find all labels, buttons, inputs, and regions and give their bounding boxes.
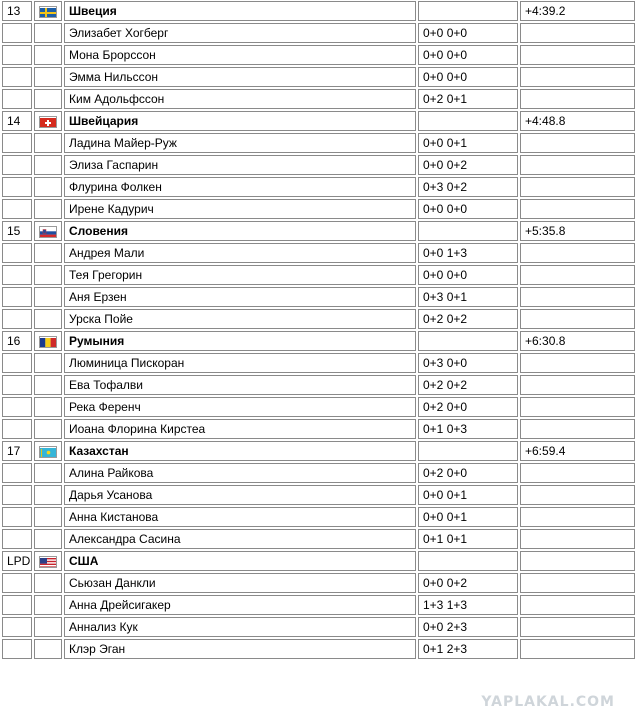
athlete-name: Алина Райкова: [64, 463, 416, 483]
athlete-time: [520, 67, 635, 87]
athlete-flag: [34, 155, 62, 175]
athlete-name: Александра Сасина: [64, 529, 416, 549]
team-row: [2, 331, 635, 351]
athlete-flag: [34, 353, 62, 373]
team-time: +4:39.2: [520, 1, 635, 21]
athlete-rank: [2, 265, 32, 285]
team-row: [2, 441, 635, 461]
athlete-name: Анна Дрейсигакер: [64, 595, 416, 615]
athlete-row: [2, 397, 635, 417]
watermark: YAPLAKAL.COM: [481, 694, 615, 710]
athlete-name: Флурина Фолкен: [64, 177, 416, 197]
athlete-shooting: 0+2 0+0: [418, 463, 518, 483]
athlete-name: Река Ференч: [64, 397, 416, 417]
athlete-time: [520, 309, 635, 329]
athlete-row: [2, 375, 635, 395]
athlete-time: [520, 463, 635, 483]
flag-switzerland-icon: [39, 116, 57, 128]
athlete-shooting: 0+0 0+1: [418, 133, 518, 153]
athlete-rank: [2, 529, 32, 549]
athlete-flag: [34, 419, 62, 439]
team-time: +6:59.4: [520, 441, 635, 461]
team-flag: [34, 221, 62, 241]
athlete-row: [2, 617, 635, 637]
athlete-rank: [2, 199, 32, 219]
athlete-flag: [34, 639, 62, 659]
athlete-shooting: 0+0 0+0: [418, 265, 518, 285]
team-row: [2, 551, 635, 571]
athlete-row: [2, 45, 635, 65]
athlete-shooting: 0+3 0+1: [418, 287, 518, 307]
athlete-rank: [2, 463, 32, 483]
athlete-name: Мона Брорссон: [64, 45, 416, 65]
team-country: Казахстан: [64, 441, 416, 461]
team-rank: 15: [2, 221, 32, 241]
athlete-rank: [2, 485, 32, 505]
athlete-shooting: 0+0 0+2: [418, 573, 518, 593]
team-shooting: [418, 1, 518, 21]
athlete-rank: [2, 353, 32, 373]
athlete-row: [2, 155, 635, 175]
team-rank: 17: [2, 441, 32, 461]
athlete-rank: [2, 617, 32, 637]
athlete-shooting: 0+2 0+1: [418, 89, 518, 109]
athlete-rank: [2, 177, 32, 197]
athlete-row: [2, 353, 635, 373]
athlete-name: Анна Кистанова: [64, 507, 416, 527]
athlete-shooting: 0+0 0+2: [418, 155, 518, 175]
team-row: [2, 111, 635, 131]
athlete-shooting: 0+3 0+0: [418, 353, 518, 373]
athlete-row: [2, 419, 635, 439]
athlete-shooting: 0+1 2+3: [418, 639, 518, 659]
athlete-time: [520, 397, 635, 417]
team-row: [2, 221, 635, 241]
athlete-time: [520, 419, 635, 439]
athlete-row: [2, 265, 635, 285]
athlete-flag: [34, 397, 62, 417]
flag-usa-icon: [39, 556, 57, 568]
athlete-time: [520, 375, 635, 395]
athlete-rank: [2, 155, 32, 175]
athlete-row: [2, 177, 635, 197]
athlete-flag: [34, 67, 62, 87]
flag-romania-icon: [39, 336, 57, 348]
team-country: Швейцария: [64, 111, 416, 131]
team-country: Румыния: [64, 331, 416, 351]
athlete-row: [2, 23, 635, 43]
athlete-time: [520, 133, 635, 153]
athlete-time: [520, 287, 635, 307]
athlete-row: [2, 595, 635, 615]
team-shooting: [418, 111, 518, 131]
athlete-rank: [2, 397, 32, 417]
athlete-time: [520, 353, 635, 373]
athlete-name: Иоана Флорина Кирстеа: [64, 419, 416, 439]
team-country: Швеция: [64, 1, 416, 21]
team-row: [2, 1, 635, 21]
athlete-flag: [34, 573, 62, 593]
athlete-name: Ладина Майер-Руж: [64, 133, 416, 153]
team-shooting: [418, 331, 518, 351]
athlete-name: Элизабет Хогберг: [64, 23, 416, 43]
athlete-row: [2, 199, 635, 219]
flag-slovenia-icon: [39, 226, 57, 238]
athlete-rank: [2, 375, 32, 395]
athlete-shooting: 0+2 0+2: [418, 375, 518, 395]
athlete-name: Аня Ерзен: [64, 287, 416, 307]
athlete-name: Клэр Эган: [64, 639, 416, 659]
athlete-time: [520, 485, 635, 505]
flag-kazakhstan-icon: [39, 446, 57, 458]
athlete-row: [2, 573, 635, 593]
athlete-flag: [34, 463, 62, 483]
athlete-name: Тея Грегорин: [64, 265, 416, 285]
athlete-name: Аннализ Кук: [64, 617, 416, 637]
team-flag: [34, 441, 62, 461]
athlete-flag: [34, 89, 62, 109]
team-shooting: [418, 221, 518, 241]
team-country: США: [64, 551, 416, 571]
athlete-time: [520, 529, 635, 549]
athlete-time: [520, 177, 635, 197]
athlete-row: [2, 67, 635, 87]
team-rank: 13: [2, 1, 32, 21]
athlete-shooting: 0+2 0+0: [418, 397, 518, 417]
athlete-flag: [34, 595, 62, 615]
team-time: +5:35.8: [520, 221, 635, 241]
team-flag: [34, 1, 62, 21]
athlete-shooting: 0+0 0+1: [418, 485, 518, 505]
athlete-shooting: 0+1 0+3: [418, 419, 518, 439]
athlete-row: [2, 529, 635, 549]
athlete-flag: [34, 23, 62, 43]
team-flag: [34, 551, 62, 571]
team-flag: [34, 331, 62, 351]
athlete-rank: [2, 309, 32, 329]
athlete-shooting: 0+0 0+0: [418, 23, 518, 43]
athlete-row: [2, 463, 635, 483]
team-shooting: [418, 441, 518, 461]
athlete-rank: [2, 243, 32, 263]
athlete-time: [520, 617, 635, 637]
athlete-flag: [34, 45, 62, 65]
athlete-name: Ким Адольфссон: [64, 89, 416, 109]
athlete-flag: [34, 309, 62, 329]
athlete-row: [2, 485, 635, 505]
athlete-rank: [2, 23, 32, 43]
athlete-rank: [2, 89, 32, 109]
athlete-shooting: 0+0 0+1: [418, 507, 518, 527]
athlete-rank: [2, 639, 32, 659]
team-flag: [34, 111, 62, 131]
athlete-shooting: 0+0 0+0: [418, 199, 518, 219]
athlete-time: [520, 573, 635, 593]
athlete-name: Элиза Гаспарин: [64, 155, 416, 175]
athlete-time: [520, 155, 635, 175]
athlete-flag: [34, 243, 62, 263]
flag-sweden-icon: [39, 6, 57, 18]
athlete-shooting: 1+3 1+3: [418, 595, 518, 615]
athlete-shooting: 0+0 2+3: [418, 617, 518, 637]
athlete-time: [520, 265, 635, 285]
athlete-row: [2, 639, 635, 659]
athlete-row: [2, 507, 635, 527]
athlete-name: Дарья Усанова: [64, 485, 416, 505]
athlete-name: Андрея Мали: [64, 243, 416, 263]
athlete-time: [520, 23, 635, 43]
athlete-time: [520, 243, 635, 263]
athlete-name: Эмма Нильссон: [64, 67, 416, 87]
athlete-rank: [2, 133, 32, 153]
team-time: +4:48.8: [520, 111, 635, 131]
team-shooting: [418, 551, 518, 571]
team-rank: 14: [2, 111, 32, 131]
athlete-flag: [34, 485, 62, 505]
athlete-rank: [2, 595, 32, 615]
athlete-rank: [2, 507, 32, 527]
athlete-rank: [2, 45, 32, 65]
athlete-flag: [34, 375, 62, 395]
athlete-shooting: 0+1 0+1: [418, 529, 518, 549]
athlete-time: [520, 89, 635, 109]
athlete-time: [520, 639, 635, 659]
athlete-flag: [34, 133, 62, 153]
athlete-row: [2, 287, 635, 307]
athlete-name: Ева Тофалви: [64, 375, 416, 395]
team-rank: 16: [2, 331, 32, 351]
athlete-rank: [2, 67, 32, 87]
athlete-shooting: 0+0 0+0: [418, 67, 518, 87]
athlete-rank: [2, 573, 32, 593]
athlete-time: [520, 507, 635, 527]
athlete-time: [520, 199, 635, 219]
athlete-shooting: 0+3 0+2: [418, 177, 518, 197]
team-rank: LPD: [2, 551, 32, 571]
athlete-row: [2, 133, 635, 153]
athlete-row: [2, 243, 635, 263]
athlete-shooting: 0+0 1+3: [418, 243, 518, 263]
athlete-flag: [34, 507, 62, 527]
team-time: [520, 551, 635, 571]
athlete-row: [2, 89, 635, 109]
athlete-row: [2, 309, 635, 329]
athlete-flag: [34, 265, 62, 285]
athlete-time: [520, 595, 635, 615]
athlete-time: [520, 45, 635, 65]
athlete-name: Сьюзан Данкли: [64, 573, 416, 593]
athlete-name: Ирене Кадурич: [64, 199, 416, 219]
athlete-shooting: 0+2 0+2: [418, 309, 518, 329]
athlete-flag: [34, 177, 62, 197]
athlete-shooting: 0+0 0+0: [418, 45, 518, 65]
athlete-flag: [34, 287, 62, 307]
team-country: Словения: [64, 221, 416, 241]
team-time: +6:30.8: [520, 331, 635, 351]
athlete-flag: [34, 529, 62, 549]
athlete-rank: [2, 287, 32, 307]
athlete-flag: [34, 617, 62, 637]
athlete-name: Люминица Пискоран: [64, 353, 416, 373]
athlete-flag: [34, 199, 62, 219]
athlete-rank: [2, 419, 32, 439]
athlete-name: Урска Пойе: [64, 309, 416, 329]
